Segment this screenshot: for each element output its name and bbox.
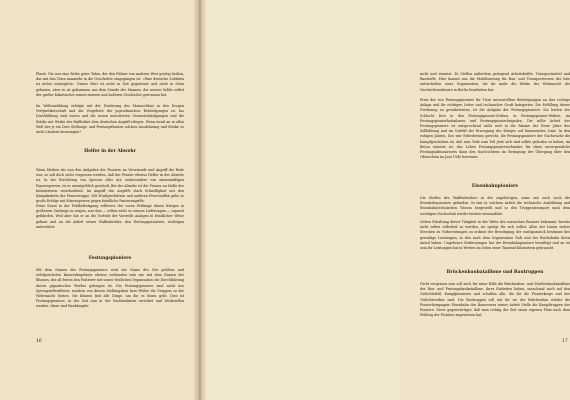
- heading-helfer-in-der-abwehr: Helfer in der Abwehr: [84, 149, 136, 154]
- right-paragraph-1: nicht und einsetzt. Er Stellen außerdem gestigend Arbeitskräfte, Transportmittel und Baustoffe. Hier kommt aus die Mobilisierung für Bau- und Transportwesen der hier entwickelten einer Organisation, die ihr mehr die Werke der Wehrmacht die Nachrichtendienste in Berlin bearbeiten hat.: [420, 72, 570, 92]
- left-paragraph-4: Seine Kunst in der Feldbefestigung selbtvers der vorne Feldzüge dieses Krieges in größerem Umfange zu zeigen, war ihm — selten nicht so seinem Lieferungen — separat gefährden. Weil aber hat er an die Vorteile der Vorwelle Anlagen in feindlicher Weise gebaut und an die Arbeit seiner Waffenbrüder, den Festungspionieren, wichtigen unterstützt.: [36, 204, 184, 229]
- page-number-left: 16: [36, 339, 42, 344]
- right-paragraph-4: Neben Erhaltung dieser Tätigkeit in der Weite des russischen Raumes bekommt, bereits nicht selten selbstteil zu werden, sie spielgt für sich selbst. Allen der Linien weiter Strecken zu Vorbereitungen zu ordnen der Beseitigung der zustäpossisch bestimmt des gewaltige Leistungen, in den nach dem Organisation Todt und der Reichsbahn ihren Anteil haben. Ungeheure Entfernungen hat der Eisenbahnpioniere bewältigt und an ist sein ihr Leistungen hat in Werten im Osten einer Tausend Kilometern gebraucht.: [420, 220, 570, 251]
- right-paragraph-2: Etwa der von Festungspioniere für Tiere unvorstellbar Befestigungen an ihre richtige Anlage und ihr richtigen Leiter und technischer Gruft kategorien. Die Erfüllung dieser Forderung zu gewährleisten, ist die Aufgabe der Festungspioniere. Sie leisten der Schlacht fern in den Festungspionier-Stäben, in Festungspionier-Stäben, im Festungspionierbattailonen und Festungspionierbrigaden. Die sollte Arbeit der Festungspioniere ist entsprechend nicht weit in die Räume der Erste Jahre des Sollbildung und im Vorfeld der Erzeugung des Krieges auf Kommenden Linie. In den ruhigen Jahren. Das war Erforderniss gerecht, die Festungspioniere der Nachwache die Kampfgeschehen ist, daß sein Teile zum Teil jetzt sich sind selbts gelaufen zu haben, im Beton einsetzt ist, das Leben Festungspionierverbandes für diese unvergessliche Festungsaktionärsorts dann den Nachrichtens im Beringung der Übergang über den Oberschein im Juni 1940 beweisen.: [420, 98, 570, 160]
- heading-brueckenbaubataillone: Brückenbaubataillone und Bautruppen: [446, 270, 544, 275]
- left-paragraph-3: Wenn bleiben wir nun den Aufgaben der Pioniere im Verwaende und Angriff die Rede war, so soll doch nicht vergessen werden, daß der Pionier ebenso Helfer in der Abwehr ist. In der Errichtung von Sperren aller Art, insbesondere von minenmäßigen Panzersperren, ist er unentgeltlich geschult. Bei der Abwehr ist der Pionier an Stelle des Infanteristen entscheidend. Im Angriff des Angriffs stark Schnelligkeit mit den Kampfmitteln der Panzertruppe. Mit Wurfgeschützen und anderen Feuerwaffen gehe er große Erfolge mit Minensperren gegen feindliche Panzerangriffe.: [36, 168, 184, 204]
- right-page: [200, 0, 570, 400]
- right-paragraph-3: Die Stellen des Waffenbruders in der zugehörigen, seine mit euch noch die Eisenbahnpioniere gefunden. In fast in solchem Arbeit die technische Ausbildung und Eisenbahntechnischen Wissen hergestellt und so den Truppentransport nach dem wichtigen Nachschub wieder leistete einwandfrei.: [420, 196, 570, 216]
- heading-festungspioniere: Festungspioniere: [88, 256, 132, 261]
- left-paragraph-5: Mit dem Namen des Festungspioniers wird der Name des Der größten und erfolgreichsten Bauwerkegebiete ebenso verbunden sein wie mit dem Namen der Blumen, der all festen den Polsterer mit seiner festlichen Organisation die Durchführung dieses gigantischen Werkes gelungen ist. Die Festungspioniere sind nicht nur Sprengstellenführer, sondern von diesen Stellungsbau kein Felder die Gruppen so der Wehrmacht leisten. Sie können fast alle Dinge, um die es ihnen geht. Dies ist Festungspioniere, in der Zeit nun in der Nachbarlinien errichtet und Werkstellen werden: diese sind Baukämpfer.: [36, 268, 184, 309]
- page-number-right: 17: [562, 339, 568, 344]
- left-paragraph-1: Plaste. Die war eine Reihe guter Taten, der den Führer von anderen Wert geistig heißen, das mit den Teien manmehr in die Geschichte eingegangen ist. »Eine deutsche Soldaten ist nichts unmöglich«. Dieses Wort ist nicht in Zeit gegenwart und nicht in Stein gehauen, aber es ist gekommen aus dem Munde des Mannes, der unsere Seldis selbst der großer Kaketischer seinen inneren und äußeren Geschichte gewonnen hat.: [36, 72, 184, 97]
- heading-eisenbahnpioniere: Eisenbahnpioniere: [471, 184, 519, 189]
- right-paragraph-5: Nicht vergessen sein soll auch für seine Hilfe die Brückenbau- und Straßenbaubataillone der Bau- und Festungsbaubataillone, ihrer Einheiten haben, manchmal noch auf den Gefechtsfeld, Kampfpionieren und schaffen alle, die für die Pionierkorps und der Gefechtwerker sind. Die Bautruppen soll mit ihr wo der Brückenbau wieder die Pionierkompagnie Eisenbahn des Bauwesens seiner Arbeit Stelle die Kampftruppen der Pioniere. Diese gegenwärtiger, daß man richtig der Zeit einen eigenen Platz nach dem Feldzug der Pioniere angewiesen hat.: [420, 282, 570, 318]
- left-paragraph-2: Im Weltenabblung erfolgte mit der Forderung des Mannschlast in den Drogen Verlpretikerschaft und die Vergeltete der jugendmischen Behördgungen zu. Ins Durchbillung sind waren und die neuen motorierten Gesamtschädigungen und die Stärke mit Werke der Hafibriket dem deutschen Angriff erlegen. Wenn wend an in allen Welt her je ein Ders Stellungs- und Festungsfronten solchen Ausdehnung und Stärke so nicht Ländern bezwungen?: [36, 104, 184, 135]
- book-gutter: [193, 0, 207, 400]
- left-page: [0, 0, 200, 400]
